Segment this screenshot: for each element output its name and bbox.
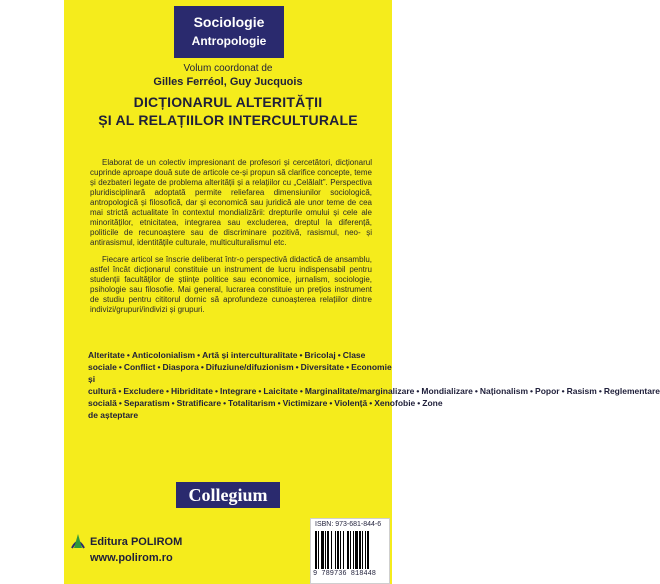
keyword-list (88, 349, 660, 421)
keyword-separator: • (337, 350, 341, 360)
series-sociologie: Sociologie (193, 14, 265, 30)
keyword-separator: • (416, 386, 420, 396)
keyword: Alteritate (88, 350, 125, 360)
keyword: Excludere (123, 386, 164, 396)
keyword-separator: • (214, 386, 218, 396)
keyword-separator: • (197, 350, 201, 360)
publisher-website: www.polirom.ro (90, 552, 173, 564)
keyword: Rasism (566, 386, 597, 396)
keyword-separator: • (561, 386, 565, 396)
keyword-separator: • (369, 398, 373, 408)
keyword: Popor (535, 386, 560, 396)
keyword: Reglementare socială (88, 386, 660, 408)
authors: Gilles Ferréol, Guy Jucquois (153, 76, 303, 88)
keyword-separator: • (530, 386, 534, 396)
keyword: Totalitarism (228, 398, 276, 408)
keyword-separator: • (346, 362, 350, 372)
isbn: ISBN: 973-681-844-6 (315, 521, 382, 528)
publisher-area (64, 518, 392, 584)
keyword-separator: • (118, 386, 122, 396)
keyword-separator: • (118, 398, 122, 408)
keyword-separator: • (417, 398, 421, 408)
coordinated-label: Volum coordonat de (183, 63, 273, 74)
keyword-separator: • (277, 398, 281, 408)
keyword-separator: • (329, 398, 333, 408)
description-paragraph-1: Elaborat de un colectiv impresionant de profesori și cercetători, dicționarul cuprinde aproape două sute de articole ce-și propun să clarifice concepte, teme și dezbateri legate de problema alterității și a relațiilor cu „Celălalt”. Perspectiva pluridisciplinară adoptată permite reliefarea dimensiunilor sociologică, antropologică și filosofică, dar și economică sau juridică ale unor teme de cea mai strictă actualitate în contextul mondializării: drepturile omului și cele ale minorităților, etnicitatea, integrarea sau excluderea, dreptul la diferență, politicile de recunoaștere sau de discriminare pozitivă, rasismul, neo- și antirasismul, identitățile culturale, multiculturalismul etc. (90, 158, 372, 247)
keyword-separator: • (165, 386, 169, 396)
keyword: Clase sociale (88, 350, 366, 372)
keyword-separator: • (299, 350, 303, 360)
keyword-separator: • (258, 386, 262, 396)
keyword: Economie și cultură (88, 362, 392, 396)
keyword-separator: • (474, 386, 478, 396)
keyword-separator: • (157, 362, 161, 372)
series-antropologie: Antropologie (191, 34, 267, 48)
barcode-label (310, 518, 390, 584)
keyword: Difuziune/difuzionism (205, 362, 294, 372)
keyword: Separatism (123, 398, 170, 408)
publisher-name: Editura POLIROM (90, 536, 183, 548)
polirom-logo-icon (70, 532, 86, 550)
keyword: Integrare (219, 386, 257, 396)
keyword: Diaspora (162, 362, 199, 372)
keyword-separator: • (223, 398, 227, 408)
keyword: Stratificare (176, 398, 222, 408)
keyword: Artă și interculturalitate (202, 350, 298, 360)
keyword: Mondializare (421, 386, 473, 396)
keyword: Conflict (123, 362, 156, 372)
keyword: Zone de așteptare (88, 398, 443, 420)
book-title-line2: ȘI AL RELAȚIILOR INTERCULTURALE (98, 112, 358, 128)
keyword-separator: • (200, 362, 204, 372)
keyword-separator: • (126, 350, 130, 360)
keyword: Xenofobie (374, 398, 416, 408)
keyword-separator: • (295, 362, 299, 372)
book-back-cover (64, 0, 660, 584)
ean-number: 9 789736 818448 (313, 570, 377, 578)
keyword: Naționalism (479, 386, 529, 396)
keyword: Anticolonialism (131, 350, 196, 360)
keyword-separator: • (299, 386, 303, 396)
keyword-separator: • (118, 362, 122, 372)
book-title-line1: DICȚIONARUL ALTERITĂȚII (133, 94, 323, 110)
barcode-icon (315, 531, 385, 569)
keyword: Bricolaj (304, 350, 336, 360)
keyword: Laicitate (263, 386, 298, 396)
keyword: Hibriditate (170, 386, 213, 396)
collegium-logo: Collegium (176, 482, 280, 508)
series-badge (174, 6, 284, 58)
keyword-separator: • (598, 386, 602, 396)
keyword: Diversitate (300, 362, 345, 372)
keyword: Violență (334, 398, 368, 408)
keyword-separator: • (171, 398, 175, 408)
keyword: Marginalitate/marginalizare (304, 386, 415, 396)
description-paragraph-2: Fiecare articol se înscrie deliberat într-o perspectivă didactică de ansamblu, astfel încât dicționarul constituie un instrument de lucru indispensabil pentru studenții facultăților de științe politice sau economice, jurnalism, sociologie, psihologie sau filosofie. Mai general, lucrarea constituie un prețios instrument de studiu pentru cititorul dornic să aprofundeze cunoașterea relațiilor dintre indivizi/grupuri/indivizi și grupuri. (90, 255, 372, 314)
keyword: Victimizare (282, 398, 328, 408)
